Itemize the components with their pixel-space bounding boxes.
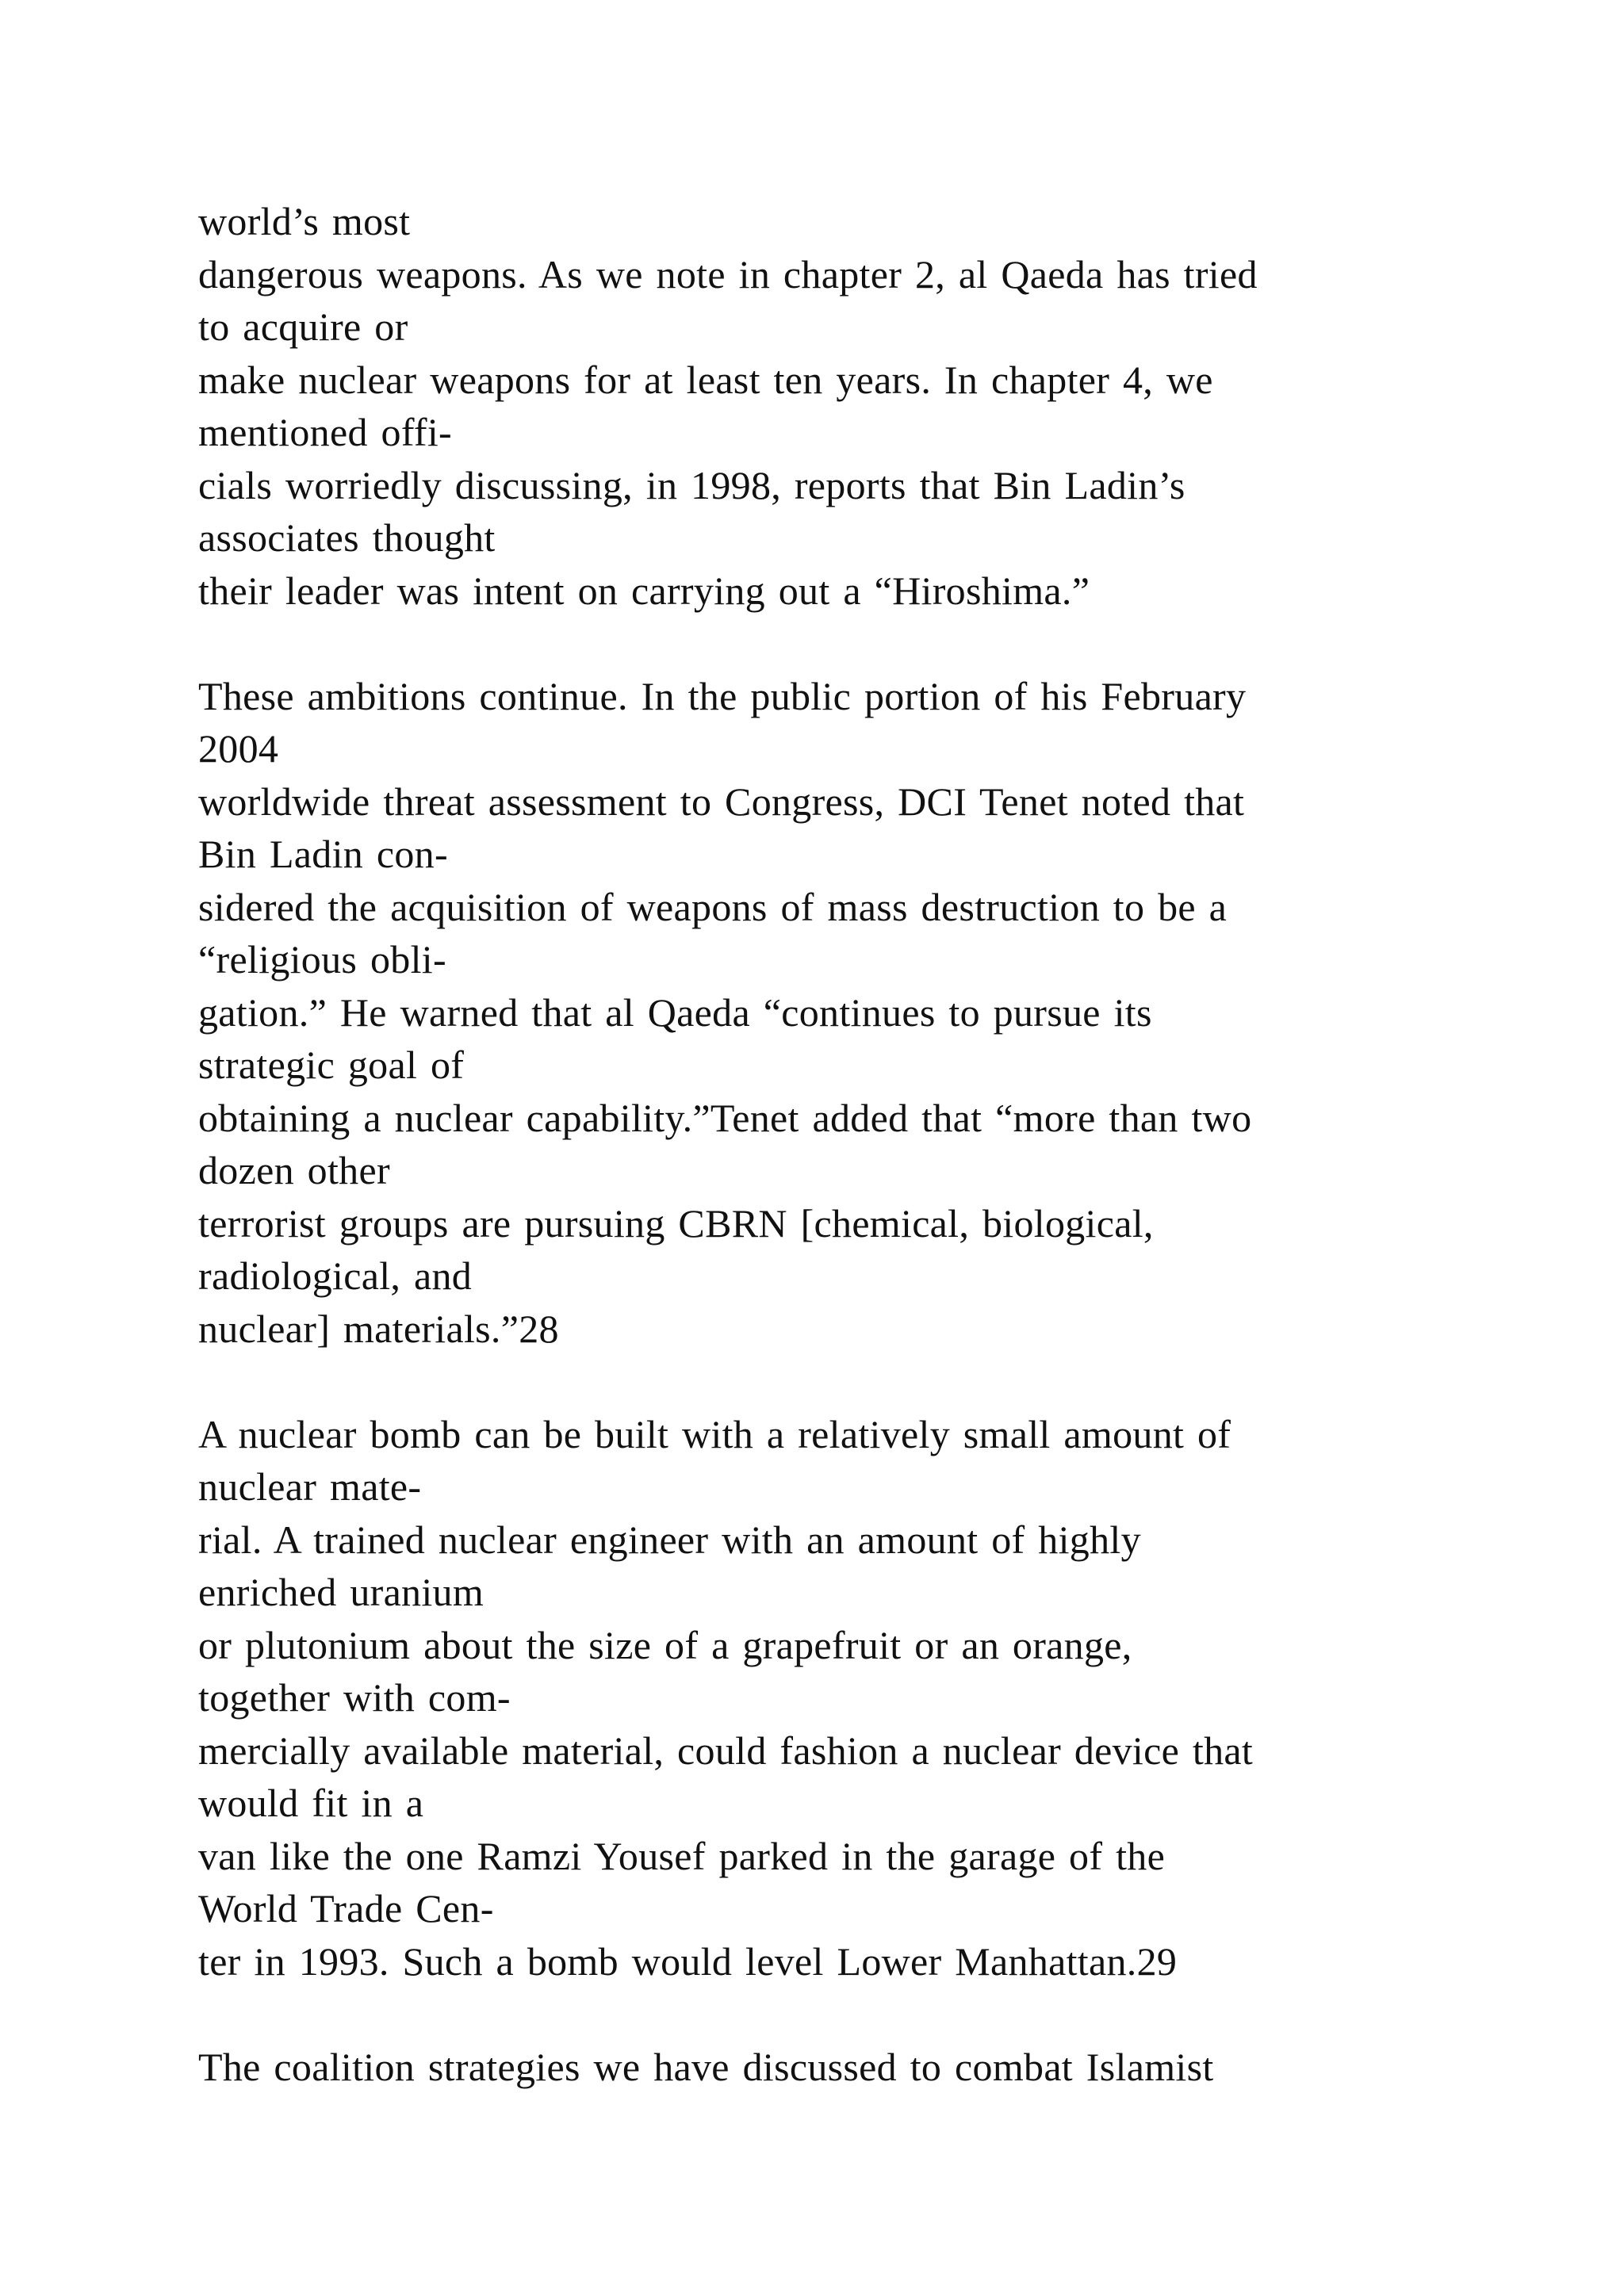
text-line: A nuclear bomb can be built with a relatively small amount of <box>198 1411 1231 1456</box>
paragraph-4 <box>198 2041 1435 2094</box>
text-line: radiological, and <box>198 1253 473 1298</box>
text-line: associates thought <box>198 515 496 560</box>
text-line: These ambitions continue. In the public portion of his February <box>198 673 1247 718</box>
text-line: mentioned offi- <box>198 410 452 454</box>
text-line: ter in 1993. Such a bomb would level Lower Manhattan.29 <box>198 1938 1178 1984</box>
text-line: World Trade Cen- <box>198 1886 494 1931</box>
text-line: worldwide threat assessment to Congress, DCI Tenet noted that <box>198 779 1245 824</box>
text-line: make nuclear weapons for at least ten years. In chapter 4, we <box>198 357 1213 402</box>
text-line: The coalition strategies we have discussed to combat Islamist <box>198 2044 1214 2089</box>
text-line: gation.” He warned that al Qaeda “continues to pursue its <box>198 989 1152 1035</box>
text-line: their leader was intent on carrying out a “Hiroshima.” <box>198 568 1090 613</box>
paragraph-1 <box>198 195 1435 617</box>
text-line: world’s most <box>198 199 411 243</box>
text-line: terrorist groups are pursuing CBRN [chemical, biological, <box>198 1200 1154 1246</box>
text-line: Bin Ladin con- <box>198 832 448 876</box>
text-line: mercially available material, could fashion a nuclear device that <box>198 1728 1254 1773</box>
text-line: van like the one Ramzi Yousef parked in the garage of the <box>198 1833 1166 1878</box>
text-line: dangerous weapons. As we note in chapter 2, al Qaeda has tried <box>198 251 1258 297</box>
text-line: cials worriedly discussing, in 1998, reports that Bin Ladin’s <box>198 462 1185 507</box>
text-line: together with com- <box>198 1675 511 1720</box>
document-page <box>198 195 1435 2093</box>
text-line: would fit in a <box>198 1781 424 1825</box>
text-line: nuclear mate- <box>198 1464 422 1509</box>
paragraph-2 <box>198 670 1435 1356</box>
text-line: “religious obli- <box>198 937 446 982</box>
paragraph-3 <box>198 1408 1435 1988</box>
text-line: obtaining a nuclear capability.”Tenet added that “more than two <box>198 1095 1252 1140</box>
text-line: to acquire or <box>198 304 408 349</box>
text-line: nuclear] materials.”28 <box>198 1306 559 1351</box>
text-line: enriched uranium <box>198 1570 485 1614</box>
text-line: or plutonium about the size of a grapefruit or an orange, <box>198 1622 1132 1667</box>
text-line: rial. A trained nuclear engineer with an amount of highly <box>198 1517 1141 1562</box>
text-line: strategic goal of <box>198 1043 465 1087</box>
text-line: sidered the acquisition of weapons of mass destruction to be a <box>198 884 1228 929</box>
text-line: 2004 <box>198 726 279 771</box>
text-line: dozen other <box>198 1148 390 1192</box>
